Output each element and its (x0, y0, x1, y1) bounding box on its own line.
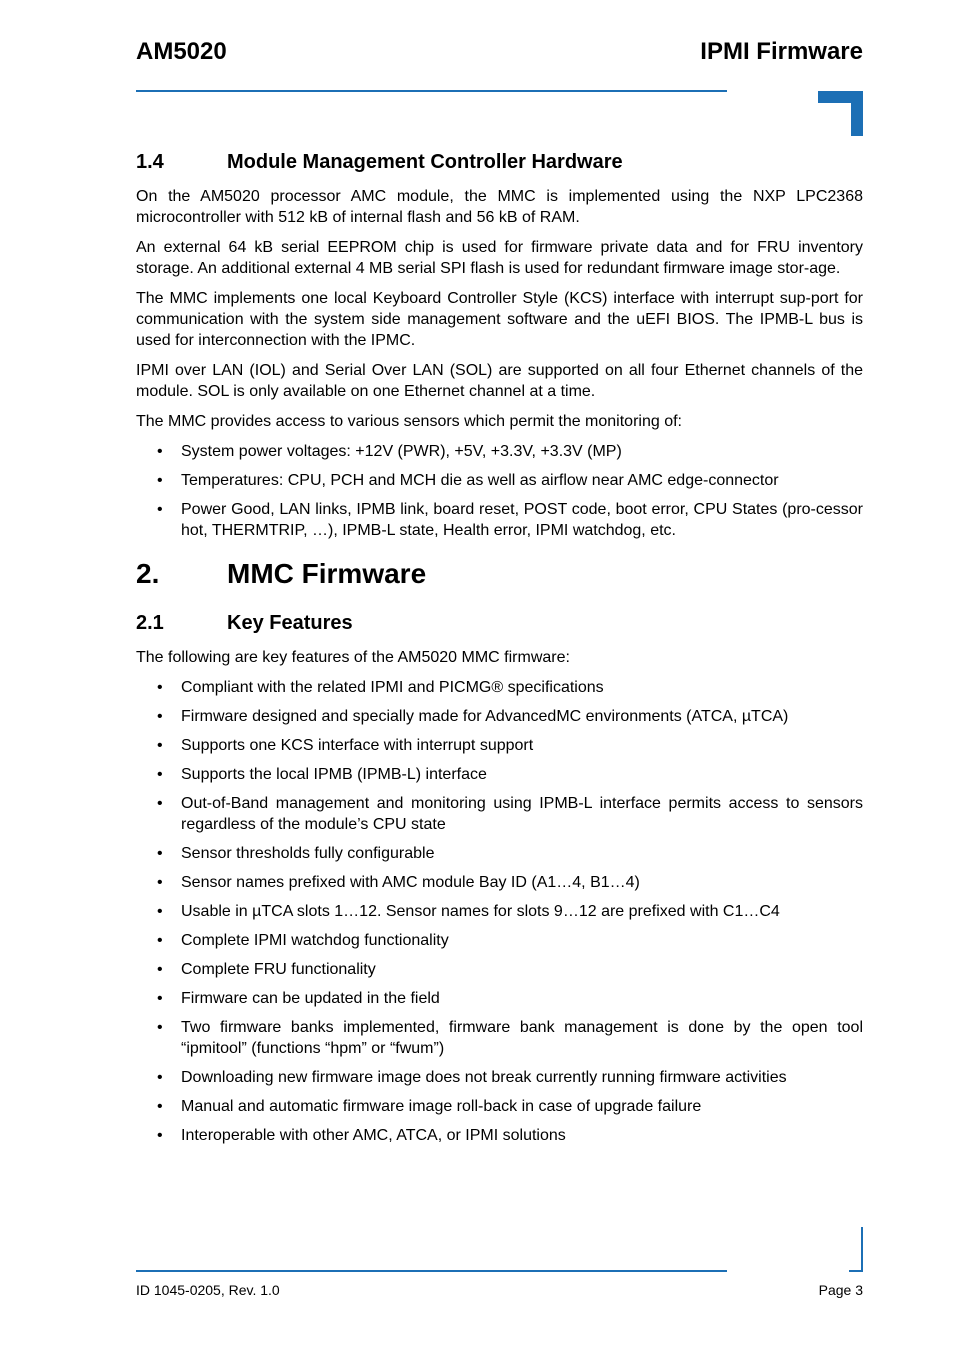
footer-page-number: Page 3 (818, 1282, 863, 1298)
section-heading-2-1 (136, 611, 863, 635)
section-title: Module Management Controller Hardware (227, 151, 623, 173)
footer-rule (136, 1270, 727, 1272)
footer-corner-mark (849, 1227, 863, 1272)
list-item: • Power Good, LAN links, IPMB link, board reset, POST code, boot error, CPU States (pro-cessor hot, THERMTRIP, …), IPMB-L state, Health error, IPMI watchdog, etc. (136, 499, 863, 541)
sensor-list (136, 441, 863, 541)
list-item: • Sensor names prefixed with AMC module Bay ID (A1…4, B1…4) (136, 872, 863, 893)
header-section: IPMI Firmware (700, 38, 863, 65)
chapter-heading-2 (136, 557, 863, 591)
list-item: • Supports the local IPMB (IPMB-L) interface (136, 764, 863, 785)
list-item: • Temperatures: CPU, PCH and MCH die as well as airflow near AMC edge-connector (136, 470, 863, 491)
paragraph: The following are key features of the AM5020 MMC firmware: (136, 649, 570, 666)
list-item: • Complete FRU functionality (136, 959, 863, 980)
section-number: 2.1 (136, 612, 164, 634)
page-content (136, 150, 863, 1155)
list-item: • Firmware designed and specially made for AdvancedMC environments (ATCA, µTCA) (136, 706, 863, 727)
list-item: • Firmware can be updated in the field (136, 988, 863, 1009)
chapter-number: 2. (136, 558, 160, 589)
list-item: • Compliant with the related IPMI and PICMG® specifications (136, 677, 863, 698)
list-item: • Sensor thresholds fully configurable (136, 843, 863, 864)
list-item: • Downloading new firmware image does not break currently running firmware activities (136, 1067, 863, 1088)
list-item: • Supports one KCS interface with interrupt support (136, 735, 863, 756)
paragraph: The MMC provides access to various sensors which permit the monitoring of: (136, 413, 682, 430)
section-number: 1.4 (136, 151, 164, 173)
paragraph: An external 64 kB serial EEPROM chip is used for firmware private data and for FRU inventory storage. An additional external 4 MB serial SPI flash is used for redundant firmware image stor-age. (136, 239, 863, 277)
list-item: • Usable in µTCA slots 1…12. Sensor names for slots 9…12 are prefixed with C1…C4 (136, 901, 863, 922)
footer-doc-id: ID 1045-0205, Rev. 1.0 (136, 1282, 280, 1298)
list-item: • Out-of-Band management and monitoring using IPMB-L interface permits access to sensors regardless of the module’s CPU state (136, 793, 863, 835)
paragraph: The MMC implements one local Keyboard Controller Style (KCS) interface with interrupt sup-port for communication with the system side management software and the uEFI BIOS. The IPMB-L bus is used for interconnection with the IPMC. (136, 290, 863, 349)
section-title: Key Features (227, 612, 353, 634)
header-product: AM5020 (136, 38, 227, 65)
list-item: • Two firmware banks implemented, firmware bank management is done by the open tool “ipmitool” (functions “hpm” or “fwum”) (136, 1017, 863, 1059)
paragraph: IPMI over LAN (IOL) and Serial Over LAN (SOL) are supported on all four Ethernet channels of the module. SOL is only available on one Ethernet channel at a time. (136, 362, 863, 400)
list-item: • Manual and automatic firmware image roll-back in case of upgrade failure (136, 1096, 863, 1117)
header-rule (136, 90, 727, 92)
header-corner-mark (818, 91, 863, 136)
feature-list (136, 677, 863, 1146)
section-heading-1-4 (136, 150, 863, 174)
list-item: • System power voltages: +12V (PWR), +5V, +3.3V, +3.3V (MP) (136, 441, 863, 462)
chapter-title: MMC Firmware (227, 558, 427, 589)
list-item: • Interoperable with other AMC, ATCA, or IPMI solutions (136, 1125, 863, 1146)
paragraph: On the AM5020 processor AMC module, the MMC is implemented using the NXP LPC2368 microcontroller with 512 kB of internal flash and 56 kB of RAM. (136, 188, 863, 226)
list-item: • Complete IPMI watchdog functionality (136, 930, 863, 951)
